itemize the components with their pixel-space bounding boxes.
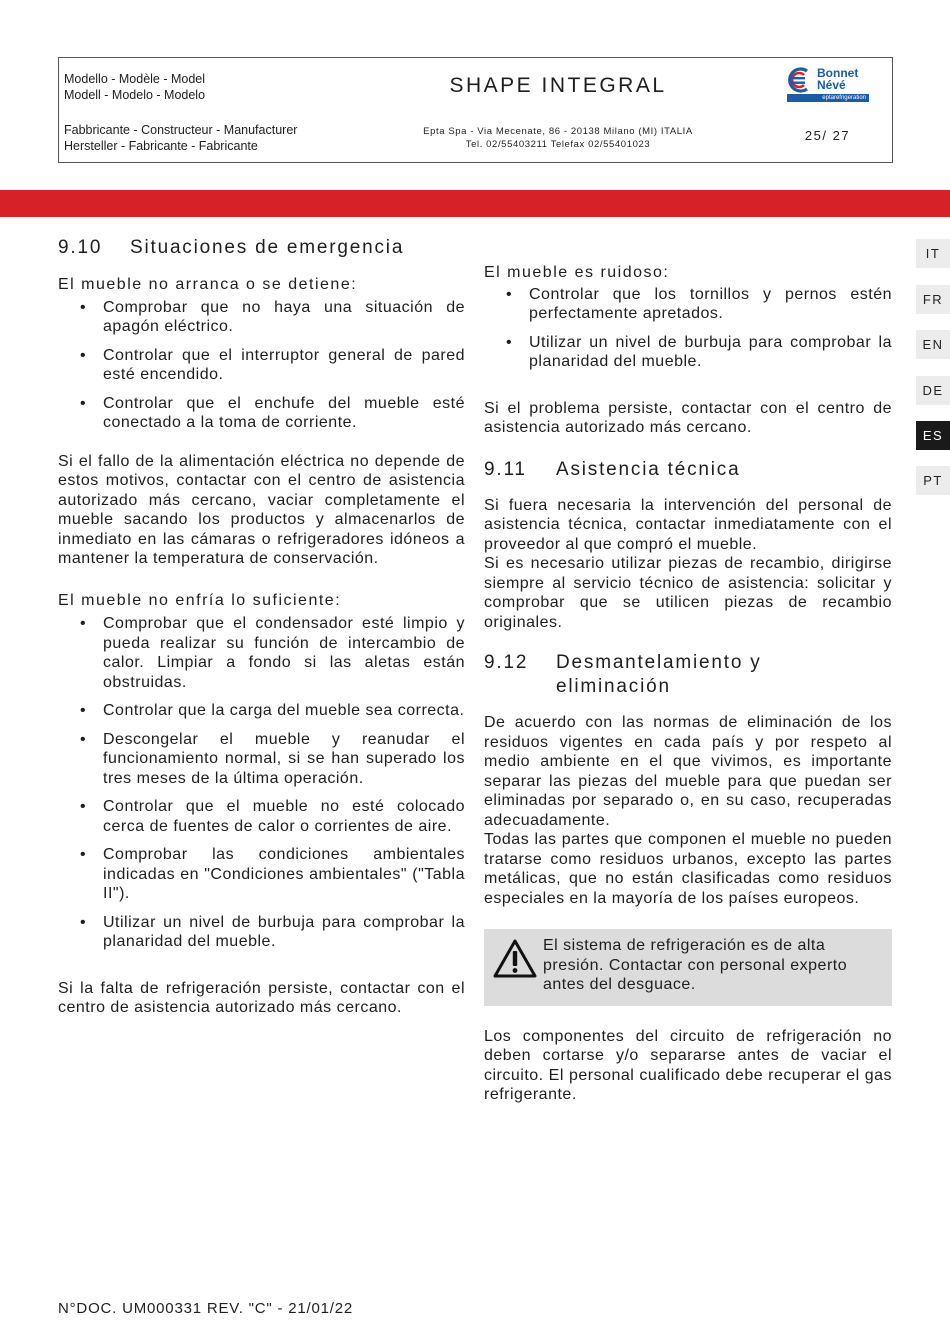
paragraph-problema-persiste: Si el problema persiste, contactar con el centro de asistencia autorizado más cercano. — [484, 399, 892, 436]
address-line-1: Epta Spa - Via Mecenate, 86 - 20138 Milano (MI) ITALIA — [423, 126, 693, 137]
list-item: • Controlar que el interruptor general de pared esté encendido. — [77, 346, 465, 385]
section-title — [556, 651, 762, 699]
list-item: • Controlar que los tornillos y pernos estén perfectamente apretados. — [503, 285, 892, 324]
section-heading-9-12 — [484, 651, 892, 699]
bonnet-neve-logo — [783, 67, 873, 105]
model-label-line-1: Modello - Modèle - Model — [64, 72, 206, 86]
list-item: • Utilizar un nivel de burbuja para comprobar la planaridad del mueble. — [503, 333, 892, 372]
paragraph-normas-eliminacion: De acuerdo con las normas de eliminación de los residuos vigentes en cada país y por respeto al medio ambiente en el que vivimos, es importante separar las piezas del mueble para que puedan ser eliminadas por separado o, en su caso, recuperadas adecuadamente. — [484, 714, 892, 829]
logo-name-2: Névé — [817, 78, 846, 92]
model-title: SHAPE INTEGRAL — [449, 74, 667, 97]
list-ruidoso — [484, 285, 892, 372]
section-number: 9.10 — [58, 237, 103, 258]
warning-triangle-icon — [493, 939, 537, 979]
section-title-line-1: Desmantelamiento y — [556, 652, 762, 673]
list-item: • Descongelar el mueble y reanudar el funcionamiento normal, si se han superado los tres meses de la última operación. — [77, 730, 465, 789]
manufacturer-address — [354, 112, 762, 163]
paragraph-partes-mueble: Todas las partes que componen el mueble no pueden tratarse como residuos urbanos, excepto las partes metálicas, que no están clasificadas como residuos especiales en la mayoría de los países europeos. — [484, 831, 892, 907]
section-title: Asistencia técnica — [556, 458, 741, 480]
lang-tab-en[interactable]: EN — [916, 330, 950, 359]
paragraph-asistencia: Si fuera necesaria la intervención del personal de asistencia técnica, contactar inmediatamente con el proveedor al que compró el mueble. — [484, 496, 892, 553]
lang-tab-it[interactable]: IT — [916, 239, 950, 268]
list-no-arranca — [58, 298, 465, 433]
right-column — [484, 263, 892, 1105]
warning-box — [484, 929, 892, 1006]
lang-tab-pt[interactable]: PT — [916, 466, 950, 495]
left-column — [58, 236, 465, 1018]
list-item: • Controlar que el enchufe del mueble esté conectado a la toma de corriente. — [77, 394, 465, 433]
manufacturer-label-line-2: Hersteller - Fabricante - Fabricante — [64, 139, 258, 153]
list-item: • Utilizar un nivel de burbuja para comprobar la planaridad del mueble. — [77, 913, 465, 952]
section-title: Situaciones de emergencia — [130, 237, 405, 258]
list-item: • Controlar que la carga del mueble sea correcta. — [77, 701, 465, 721]
section-heading-9-10 — [58, 236, 465, 260]
section-number: 9.12 — [484, 652, 529, 673]
warning-text: El sistema de refrigeración es de alta presión. Contactar con personal experto antes del desguace. — [543, 937, 848, 993]
document-footer: N°DOC. UM000331 REV. "C" - 21/01/22 — [58, 1300, 354, 1317]
address-line-2: Tel. 02/55403211 Telefax 02/55401023 — [465, 139, 651, 150]
manufacturer-label-line-1: Fabbricante - Constructeur - Manufacturer — [64, 123, 298, 137]
subheading-ruidoso: El mueble es ruidoso: — [484, 264, 670, 281]
lang-tab-fr[interactable]: FR — [916, 285, 950, 314]
paragraph-fallo-alimentacion: Si el fallo de la alimentación eléctrica no depende de estos motivos, contactar con el centro de asistencia autorizado más cercano, vaciar completamente el mueble sacando los productos y almacenarlos de inmediato en las cámaras o refrigeradores idóneos a mantener la temperatura de conservación. — [58, 452, 465, 567]
page-number: 25/ 27 — [804, 128, 851, 143]
section-title-line-2: eliminación — [556, 676, 671, 697]
logo-euro-icon — [783, 67, 817, 95]
subheading-no-arranca: El mueble no arranca o se detiene: — [58, 276, 358, 293]
manufacturer-label-cell — [59, 112, 354, 163]
lang-tab-es[interactable]: ES — [916, 421, 950, 450]
list-item: • Controlar que el mueble no esté colocado cerca de fuentes de calor o corrientes de aire. — [77, 797, 465, 836]
model-label-line-2: Modell - Modelo - Modelo — [64, 88, 206, 102]
paragraph-falta-refrigeracion: Si la falta de refrigeración persiste, contactar con el centro de asistencia autorizado más cercano. — [58, 979, 465, 1016]
list-item: • Comprobar las condiciones ambientales indicadas en "Condiciones ambientales" ("Tabla II"). — [77, 845, 465, 904]
logo-tagline: eptarefrigeration — [787, 94, 869, 102]
accent-bar — [0, 190, 950, 217]
list-no-enfria — [58, 614, 465, 952]
list-item: • Comprobar que no haya una situación de apagón eléctrico. — [77, 298, 465, 337]
lang-tab-de[interactable]: DE — [916, 376, 950, 405]
list-item: • Comprobar que el condensador esté limpio y pueda realizar su función de intercambio de calor. Limpiar a fondo si las aletas están obstruidas. — [77, 614, 465, 692]
paragraph-circuito-refrigeracion: Los componentes del circuito de refrigeración no deben cortarse y/o separarse antes de vaciar el circuito. El personal cualificado debe recuperar el gas refrigerante. — [484, 1027, 892, 1103]
logo-cell — [762, 58, 893, 112]
paragraph-recambio: Si es necesario utilizar piezas de recambio, dirigirse siempre al servicio técnico de asistencia: solicitar y comprobar que se utilicen piezas de recambio originales. — [484, 555, 892, 631]
section-number: 9.11 — [484, 458, 527, 480]
subheading-no-enfria: El mueble no enfría lo suficiente: — [58, 591, 342, 609]
section-heading-9-11 — [484, 458, 892, 482]
document-header — [58, 57, 893, 163]
model-label-cell — [59, 58, 354, 112]
logo-name-1: Bonnet — [817, 66, 859, 80]
